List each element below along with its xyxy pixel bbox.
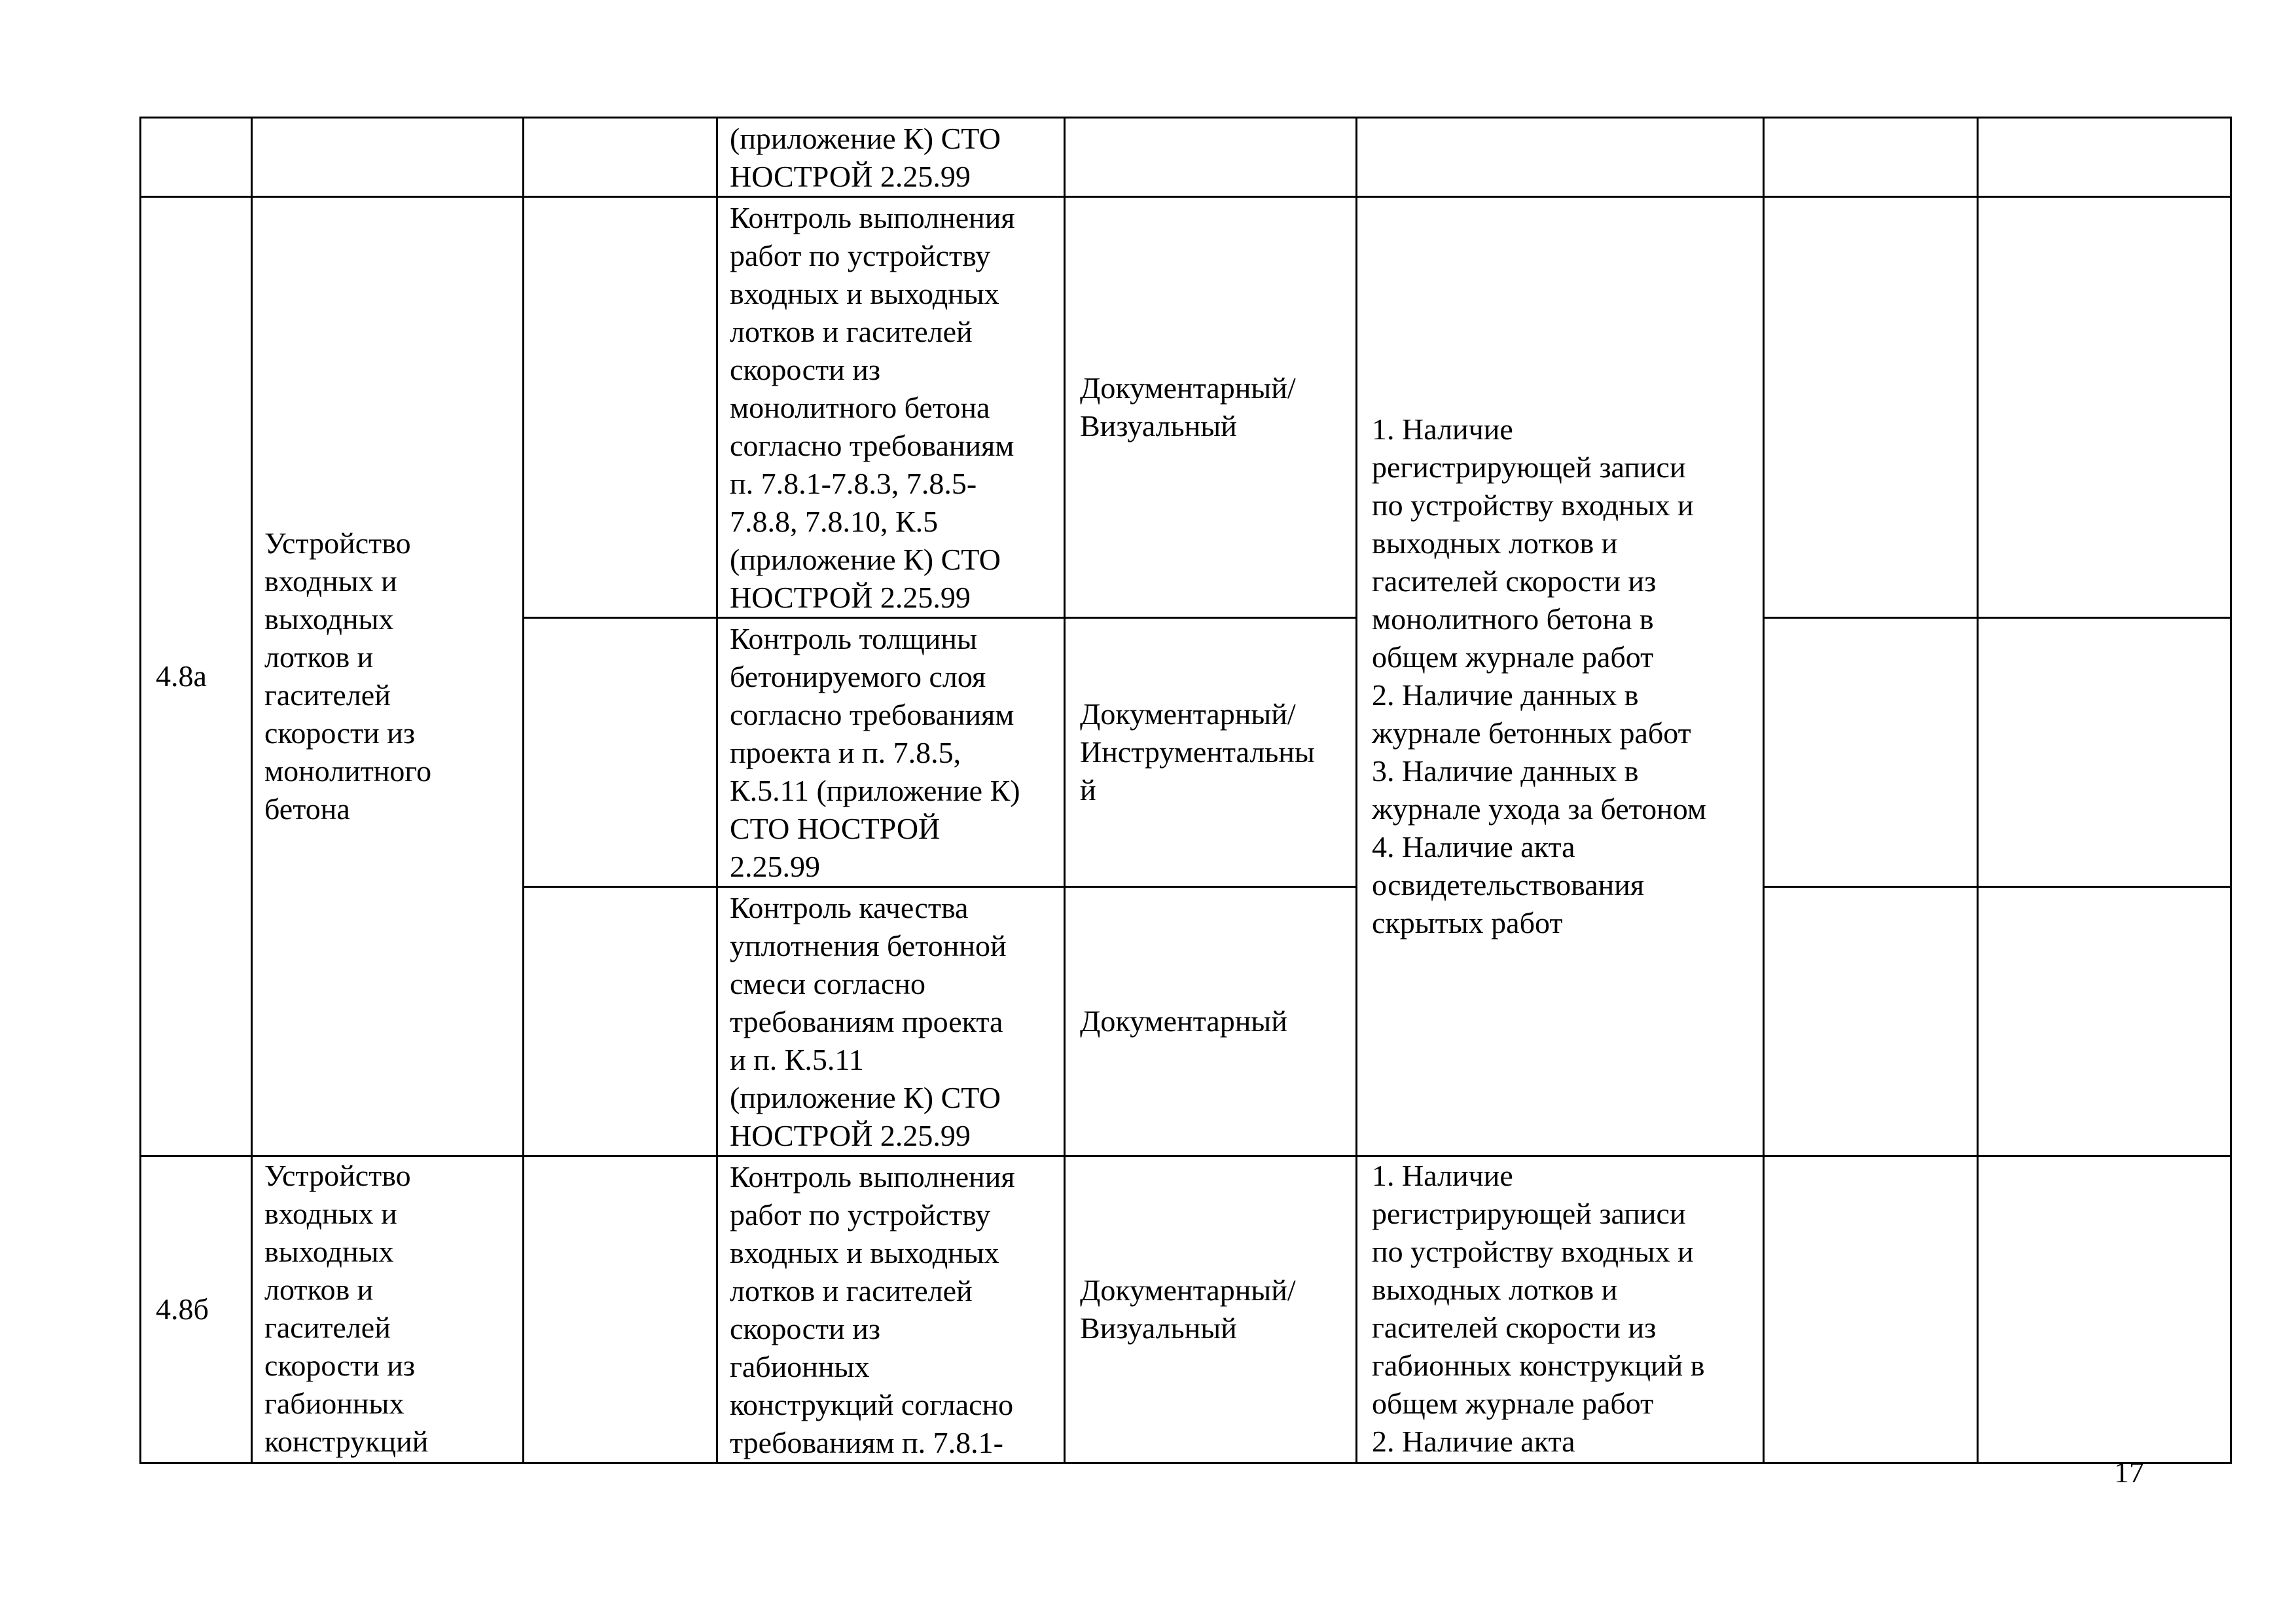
table-row-4-8a: [141, 197, 2231, 618]
work-name-text: Устройство входных и выходных лотков и гасителей скорости из монолитного бетона: [264, 526, 432, 826]
cell-extra-2: [1978, 887, 2231, 1156]
control-text: Контроль выполнения работ по устройству входных и выходных лотков и гасителей скорости из монолитного бетона согласно требованиям п. 7.8.1-7.8.3, 7.8.5- 7.8.8, 7.8.10, К.5 (приложение К) СТО НОСТРОЙ 2.25.99: [730, 201, 1015, 614]
cell-method: [1065, 618, 1357, 887]
cell-empty: [524, 618, 717, 887]
cell-work-name: [252, 118, 524, 197]
cell-extra-1: [1764, 1156, 1978, 1463]
cell-extra-1: [1764, 197, 1978, 618]
cell-extra-2: [1978, 618, 2231, 887]
row-number: 4.8а: [156, 659, 207, 693]
cell-work-name: [252, 1156, 524, 1463]
cell-number: [141, 197, 252, 1156]
method-text: Документарный/ Визуальный: [1080, 1273, 1296, 1345]
cell-empty: [524, 197, 717, 618]
cell-documents: [1357, 1156, 1764, 1463]
table-row-continuation: [141, 118, 2231, 197]
cell-method: [1065, 887, 1357, 1156]
cell-extra-1: [1764, 118, 1978, 197]
method-text: Документарный/ Инструментальны й: [1080, 697, 1315, 807]
cell-empty: [524, 887, 717, 1156]
method-text: Документарный: [1080, 1004, 1287, 1038]
cell-work-name: [252, 197, 524, 1156]
method-text: Документарный/ Визуальный: [1080, 371, 1296, 443]
cell-documents: [1357, 118, 1764, 197]
cell-method: [1065, 197, 1357, 618]
cell-control: [717, 118, 1065, 197]
cell-number: [141, 1156, 252, 1463]
cell-documents: [1357, 197, 1764, 1156]
cell-extra-1: [1764, 887, 1978, 1156]
cell-method: [1065, 118, 1357, 197]
documents-text: 1. Наличие регистрирующей записи по устройству входных и выходных лотков и гасителей скорости из монолитного бетона в общем журнале работ 2. Наличие данных в журнале бетонных работ 3. Наличие данных в журнале ухода за бетоном 4. Наличие акта освидетельствования скрытых работ: [1372, 412, 1706, 939]
cell-extra-1: [1764, 618, 1978, 887]
control-text: Контроль качества уплотнения бетонной смеси согласно требованиям проекта и п. К.5.11 (приложение К) СТО НОСТРОЙ 2.25.99: [730, 891, 1007, 1152]
cell-empty: [524, 1156, 717, 1463]
cell-extra-2: [1978, 118, 2231, 197]
control-text: Контроль выполнения работ по устройству входных и выходных лотков и гасителей скорости из габионных конструкций согласно требованиям п. 7.8.1-: [730, 1160, 1015, 1459]
cell-number: [141, 118, 252, 197]
row-number: 4.8б: [156, 1292, 209, 1326]
page-number: 17: [2114, 1455, 2144, 1489]
cell-control: [717, 1156, 1065, 1463]
cell-control: [717, 197, 1065, 618]
cell-control: [717, 887, 1065, 1156]
cell-extra-2: [1978, 197, 2231, 618]
documents-text: 1. Наличие регистрирующей записи по устройству входных и выходных лотков и гасителей скорости из габионных конструкций в общем журнале работ 2. Наличие акта: [1372, 1159, 1705, 1458]
requirements-table: [139, 117, 2232, 1464]
control-text: Контроль толщины бетонируемого слоя согласно требованиям проекта и п. 7.8.5, К.5.11 (приложение К) СТО НОСТРОЙ 2.25.99: [730, 622, 1020, 883]
cell-extra-2: [1978, 1156, 2231, 1463]
cell-method: [1065, 1156, 1357, 1463]
control-text: (приложение К) СТО НОСТРОЙ 2.25.99: [730, 122, 1001, 193]
cell-empty: [524, 118, 717, 197]
table-row-4-8b: [141, 1156, 2231, 1463]
cell-control: [717, 618, 1065, 887]
work-name-text: Устройство входных и выходных лотков и гасителей скорости из габионных конструкций: [264, 1159, 429, 1458]
